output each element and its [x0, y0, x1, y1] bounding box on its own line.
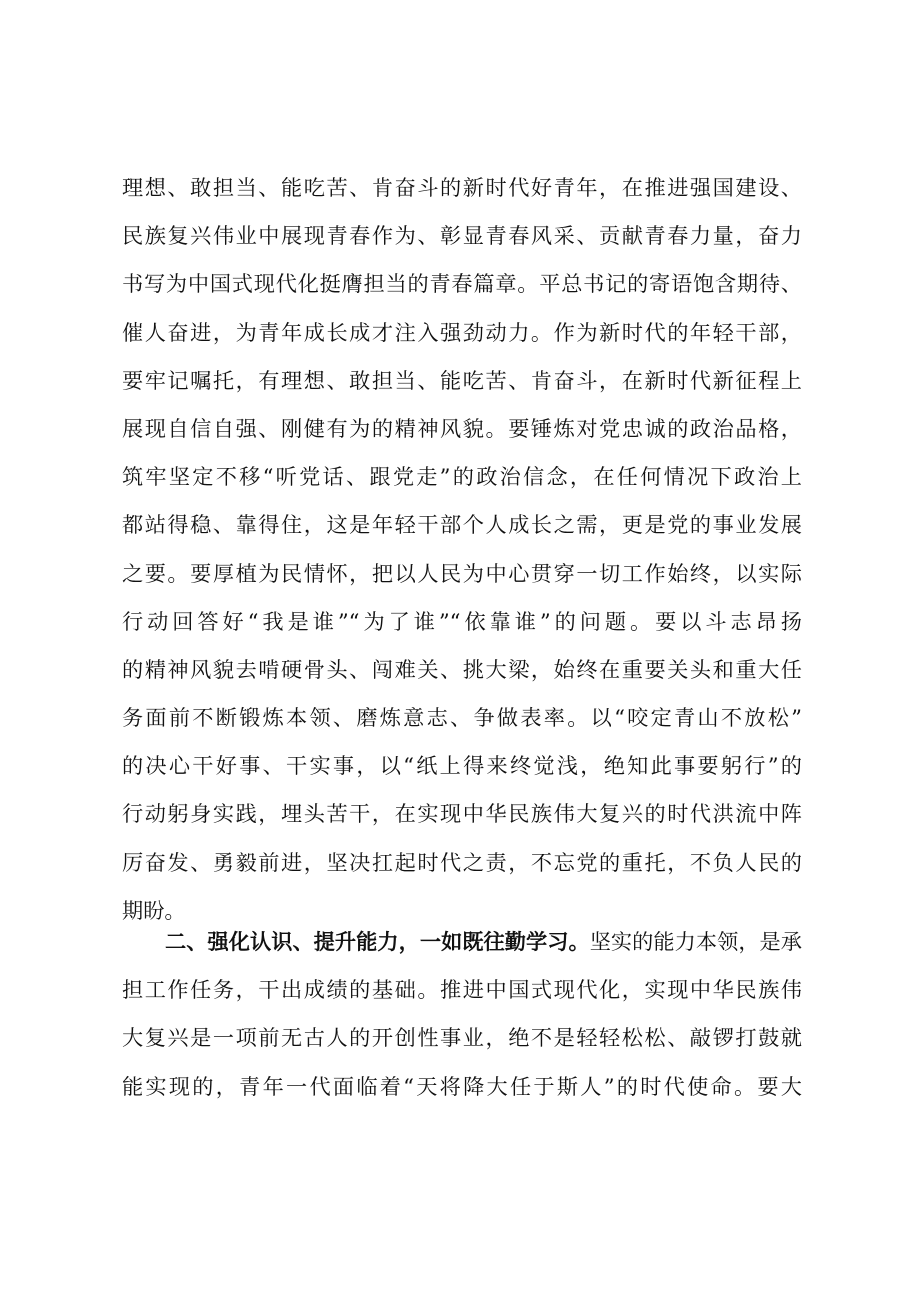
- text-line: 要牢记嘱托，有理想、敢担当、能吃苦、肯奋斗，在新时代新征程上: [122, 367, 802, 393]
- text-line: 民族复兴伟业中展现青春作为、彰显青春风采、贡献青春力量，奋力: [122, 223, 802, 249]
- text-line: 厉奋发、勇毅前进，坚决扛起时代之责，不忘党的重托，不负人民的: [122, 849, 802, 875]
- text-line: 行动躬身实践，埋头苦干，在实现中华民族伟大复兴的时代洪流中阵: [122, 801, 802, 827]
- paragraph-2: [122, 918, 802, 1111]
- text-line: 大复兴是一项前无古人的开创性事业，绝不是轻轻松松、敲锣打鼓就: [122, 1025, 802, 1051]
- text-line: 行动回答好“我是谁”“为了谁”“依靠谁”的问题。要以斗志昂扬: [122, 608, 802, 634]
- text-line: 都站得稳、靠得住，这是年轻干部个人成长之需，更是党的事业发展: [122, 512, 802, 538]
- text-line: 的精神风貌去啃硬骨头、闯难关、挑大梁，始终在重要关头和重大任: [122, 656, 802, 682]
- text-run: 坚实的能力本领，是承: [589, 929, 802, 954]
- text-line: 催人奋进，为青年成长成才注入强劲动力。作为新时代的年轻干部，: [122, 319, 802, 345]
- text-line: 筑牢坚定不移“听党话、跟党走”的政治信念，在任何情况下政治上: [122, 464, 802, 490]
- text-line: 担工作任务，干出成绩的基础。推进中国式现代化，实现中华民族伟: [122, 977, 802, 1003]
- text-line: 能实现的，青年一代面临着“天将降大任于斯人”的时代使命。要大: [122, 1073, 802, 1099]
- text-line: 理想、敢担当、能吃苦、肯奋斗的新时代好青年，在推进强国建设、: [122, 175, 802, 200]
- text-line-with-heading: [122, 918, 802, 966]
- text-line: 之要。要厚植为民情怀，把以人民为中心贯穿一切工作始终，以实际: [122, 560, 802, 586]
- text-line: 展现自信自强、刚健有为的精神风貌。要锤炼对党忠诚的政治品格，: [122, 415, 802, 441]
- text-line: 期盼。: [122, 897, 186, 923]
- section-heading: 二、强化认识、提升能力，一如既往勤学习。: [165, 929, 590, 954]
- paragraph-1: [122, 164, 802, 935]
- text-line: 的决心干好事、干实事，以“纸上得来终觉浅，绝知此事要躬行”的: [122, 753, 802, 779]
- text-line: 务面前不断锻炼本领、磨炼意志、争做表率。以“咬定青山不放松”: [122, 705, 802, 731]
- text-line: 书写为中国式现代化挺膺担当的青春篇章。平总书记的寄语饱含期待、: [122, 271, 802, 297]
